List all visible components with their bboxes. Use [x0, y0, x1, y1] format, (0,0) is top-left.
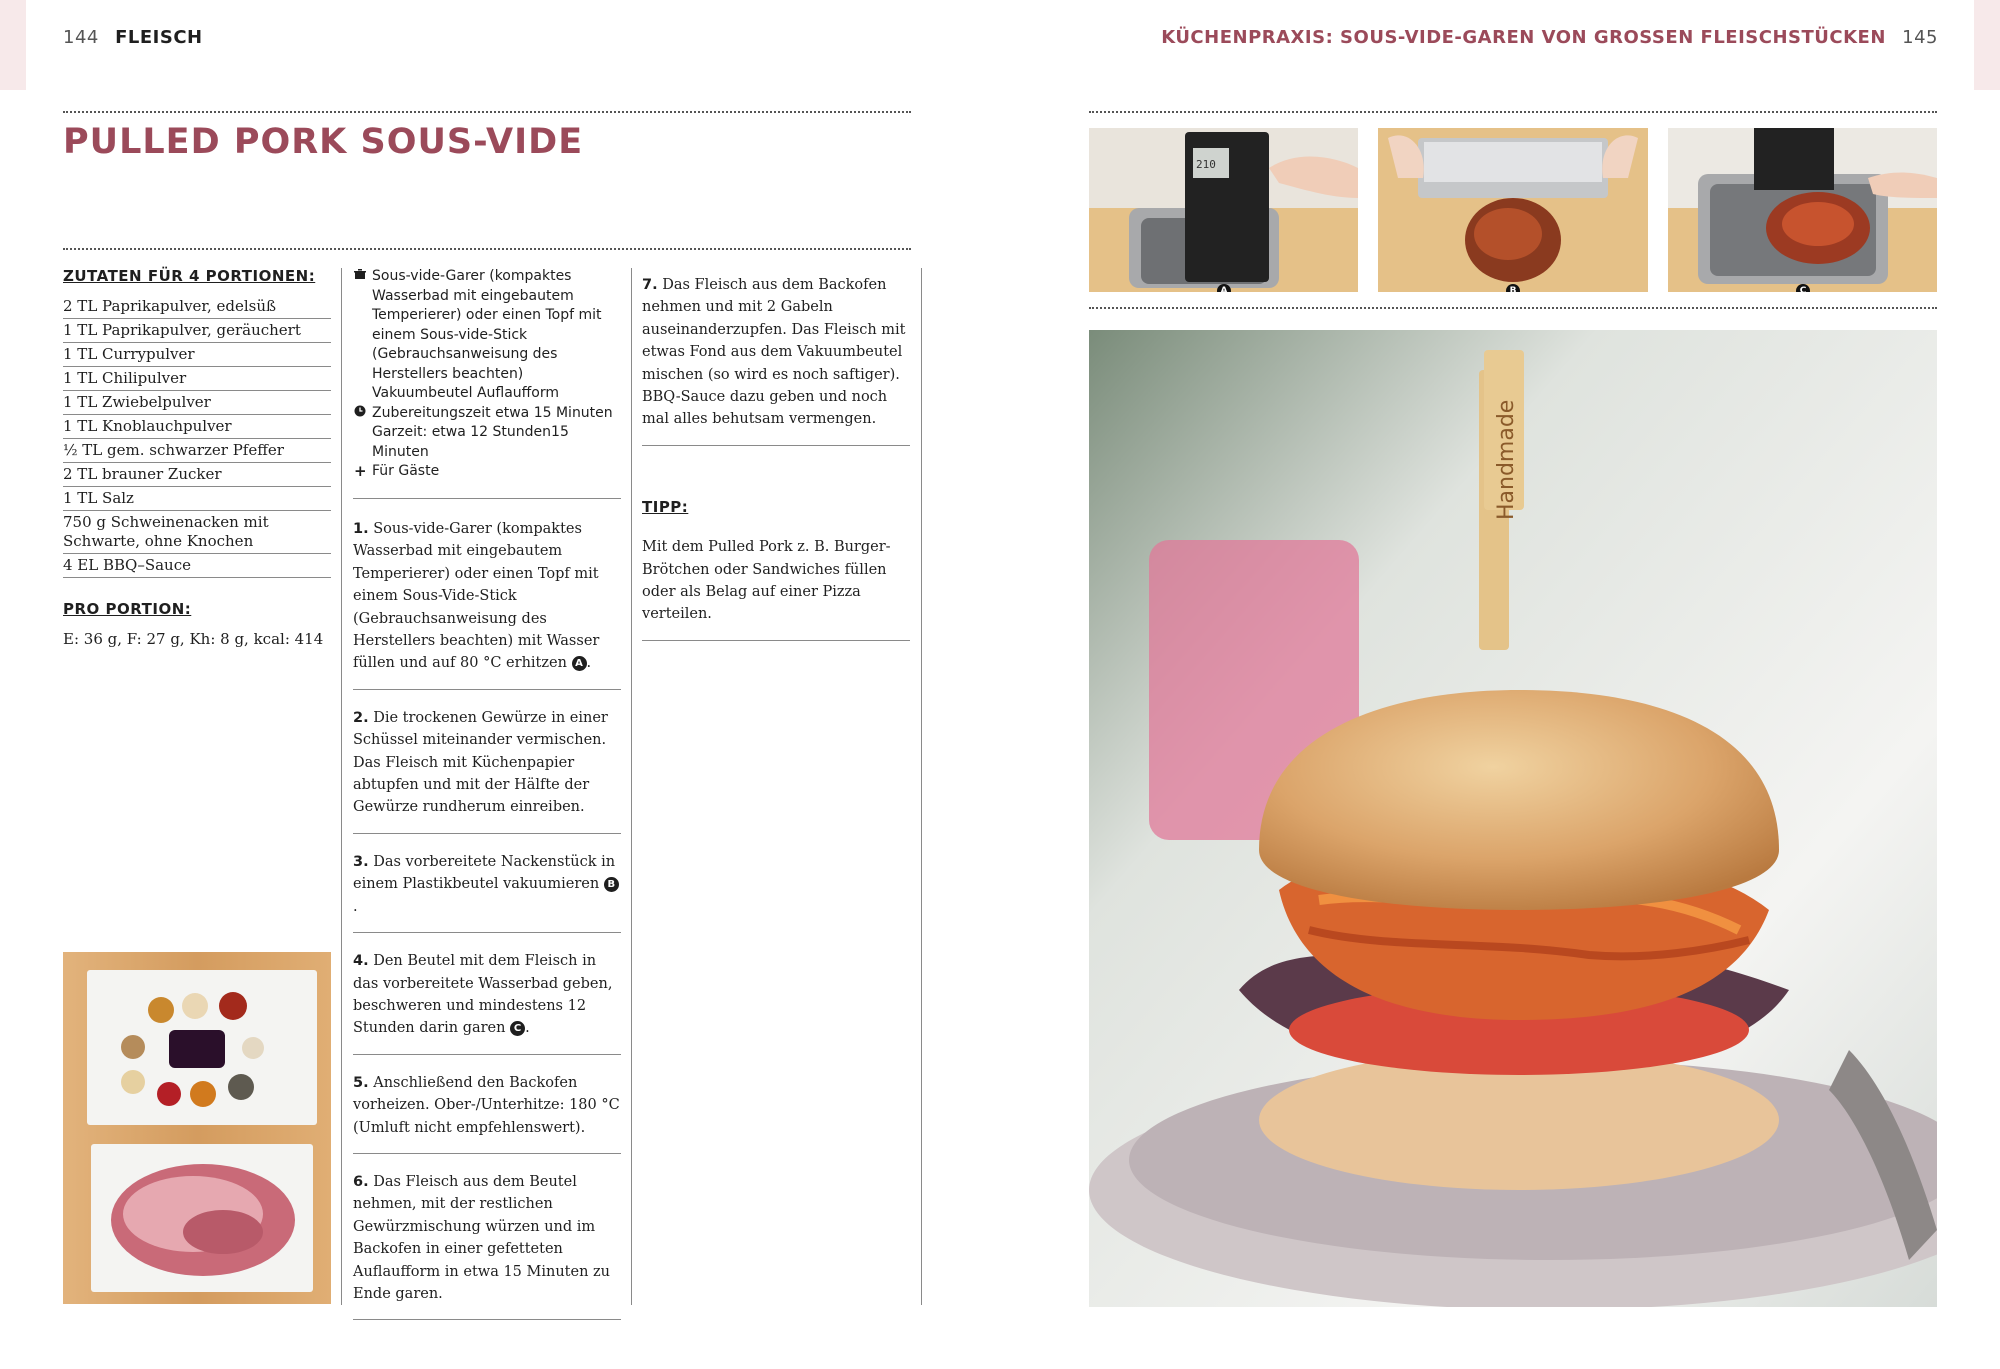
step-photo-c: [1668, 128, 1937, 292]
step-7: [642, 274, 910, 446]
step-ref-badge: B: [604, 877, 619, 892]
ingredient-item: 2 TL brauner Zucker: [63, 463, 331, 487]
spices-meat-photo: [63, 952, 331, 1304]
step-ref-badge: A: [572, 656, 587, 671]
step-text: Den Beutel mit dem Fleisch in das vorbereitete Wasserbad geben, beschweren und mindestens 12 Stunden darin garen: [353, 953, 613, 1037]
photo-label-b: B: [1506, 284, 1520, 292]
step-6: [353, 1171, 621, 1320]
step-ref-badge: C: [510, 1021, 525, 1036]
ingredient-item: 4 EL BBQ–Sauce: [63, 554, 331, 578]
ingredient-item: 1 TL Zwiebelpulver: [63, 391, 331, 415]
tip-section: [642, 496, 910, 641]
equipment-rule: [353, 498, 621, 499]
left-page-number: 144: [63, 27, 99, 48]
ingredients-section: [63, 267, 331, 648]
title-bottom-rule: [63, 248, 911, 250]
ingredient-item: 2 TL Paprikapulver, edelsüß: [63, 295, 331, 319]
step-text: Das Fleisch aus dem Beutel nehmen, mit der restlichen Gewürzmischung würzen und im Backofen in einer gefetteten Auflaufform in etwa 15 Minuten zu Ende garen.: [353, 1173, 610, 1302]
column-divider: [921, 268, 922, 1305]
step-number: 3.: [353, 853, 369, 870]
plus-icon: +: [354, 462, 367, 480]
time-text: Zubereitungszeit etwa 15 Minuten Garzeit: etwa 12 Stunden15 Minuten: [372, 404, 613, 460]
step-number: 7.: [642, 277, 658, 293]
ingredient-item: 1 TL Chilipulver: [63, 367, 331, 391]
column-divider: [631, 268, 632, 1305]
step-photo-b: [1378, 128, 1648, 292]
clock-icon: [354, 404, 372, 463]
photo-label-c: C: [1796, 284, 1810, 292]
device-display: 210: [1196, 158, 1216, 171]
steps-column: [353, 518, 621, 1337]
photo-middle-rule: [1089, 307, 1937, 309]
ingredient-item: 1 TL Knoblauchpulver: [63, 415, 331, 439]
column-divider: [341, 268, 342, 1305]
tip-heading: TIPP:: [642, 497, 689, 516]
right-section-title: KÜCHENPRAXIS: SOUS-VIDE-GAREN VON GROSSEN FLEISCHSTÜCKEN: [1161, 27, 1886, 48]
left-page-edge: [0, 0, 26, 90]
step-5: [353, 1072, 621, 1154]
left-section-title: FLEISCH: [115, 27, 203, 48]
equipment-text: Sous-vide-Garer (kompaktes Wasserbad mit eingebautem Temperierer) oder einen Topf mit einem Sous-vide-Stick (Gebrauchsanweisung des Herstellers beachten) Vakuumbeutel Auflaufform: [372, 268, 602, 401]
right-page-edge: [1974, 0, 2000, 90]
title-top-rule: [63, 111, 911, 113]
step-text: Sous-vide-Garer (kompaktes Wasserbad mit eingebautem Temperierer) oder einen Topf mit einem Sous-Vide-Stick (Gebrauchsanweisung des Herstellers beachten) mit Wasser füllen und auf 80 °C erhitzen: [353, 521, 600, 672]
left-running-header: [63, 27, 203, 48]
step-4: 4. Den Beutel mit dem Fleisch in das vorbereitete Wasserbad geben, beschweren und mindestens 12 Stunden darin garen C .: [353, 950, 621, 1055]
step-text: Anschließend den Backofen vorheizen. Ober-/Unterhitze: 180 °C (Umluft nicht empfehlenswert).: [353, 1074, 620, 1136]
ingredient-item: ½ TL gem. schwarzer Pfeffer: [63, 439, 331, 463]
equipment-row: [354, 267, 624, 404]
step-2: [353, 707, 621, 834]
step-1: 1. Sous-vide-Garer (kompaktes Wasserbad mit eingebautem Temperierer) oder einen Topf mit einem Sous-Vide-Stick (Gebrauchsanweisung des Herstellers beachten) mit Wasser füllen und auf 80 °C erhitzen A .: [353, 518, 621, 690]
portion-values: E: 36 g, F: 27 g, Kh: 8 g, kcal: 414: [63, 630, 324, 648]
pot-icon: [354, 267, 372, 404]
step-text: Das vorbereitete Nackenstück in einem Plastikbeutel vakuumieren: [353, 853, 616, 893]
step-text: Die trockenen Gewürze in einer Schüssel miteinander vermischen. Das Fleisch mit Küchenpapier abtupfen und mit der Hälfte der Gewürze rundherum einreiben.: [353, 709, 608, 816]
step-number: 2.: [353, 709, 369, 726]
pick-text: Handmade: [1494, 399, 1519, 520]
step-number: 1.: [353, 521, 369, 537]
step-number: 6.: [353, 1173, 369, 1190]
ingredient-item: 1 TL Currypulver: [63, 343, 331, 367]
third-column: [642, 274, 910, 658]
ingredient-item: 750 g Schweinenacken mit Schwarte, ohne Knochen: [63, 511, 331, 554]
burger-photo: [1089, 330, 1937, 1307]
portion-section: [63, 600, 331, 648]
guests-row: [354, 462, 624, 482]
equipment-section: [354, 267, 624, 482]
ingredient-item: 1 TL Salz: [63, 487, 331, 511]
photo-top-rule: [1089, 111, 1937, 113]
ingredients-heading: ZUTATEN FÜR 4 PORTIONEN:: [63, 267, 316, 285]
right-page-number: 145: [1902, 27, 1938, 48]
photo-label-a: A: [1217, 284, 1231, 292]
step-text: Das Fleisch aus dem Backofen nehmen und mit 2 Gabeln auseinanderzupfen. Das Fleisch mit etwas Fond aus dem Vakuumbeutel mischen (so wird es noch saftiger). BBQ-Sauce dazu geben und noch mal alles behutsam vermengen.: [642, 277, 906, 428]
step-photo-a: [1089, 128, 1358, 292]
tip-text: Mit dem Pulled Pork z. B. Burger-Brötchen oder Sandwiches füllen oder als Belag auf einer Pizza verteilen.: [642, 536, 910, 641]
ingredient-item: 1 TL Paprikapulver, geräuchert: [63, 319, 331, 343]
guests-text: Für Gäste: [372, 463, 440, 479]
portion-heading: PRO PORTION:: [63, 600, 192, 618]
right-running-header: [1161, 27, 1938, 48]
time-row: [354, 404, 624, 463]
recipe-title: PULLED PORK SOUS-VIDE: [63, 122, 584, 162]
step-number: 4.: [353, 953, 369, 970]
step-number: 5.: [353, 1074, 369, 1091]
ingredients-list: [63, 295, 331, 578]
step-3: 3. Das vorbereitete Nackenstück in einem Plastikbeutel vakuumieren B.: [353, 851, 621, 933]
